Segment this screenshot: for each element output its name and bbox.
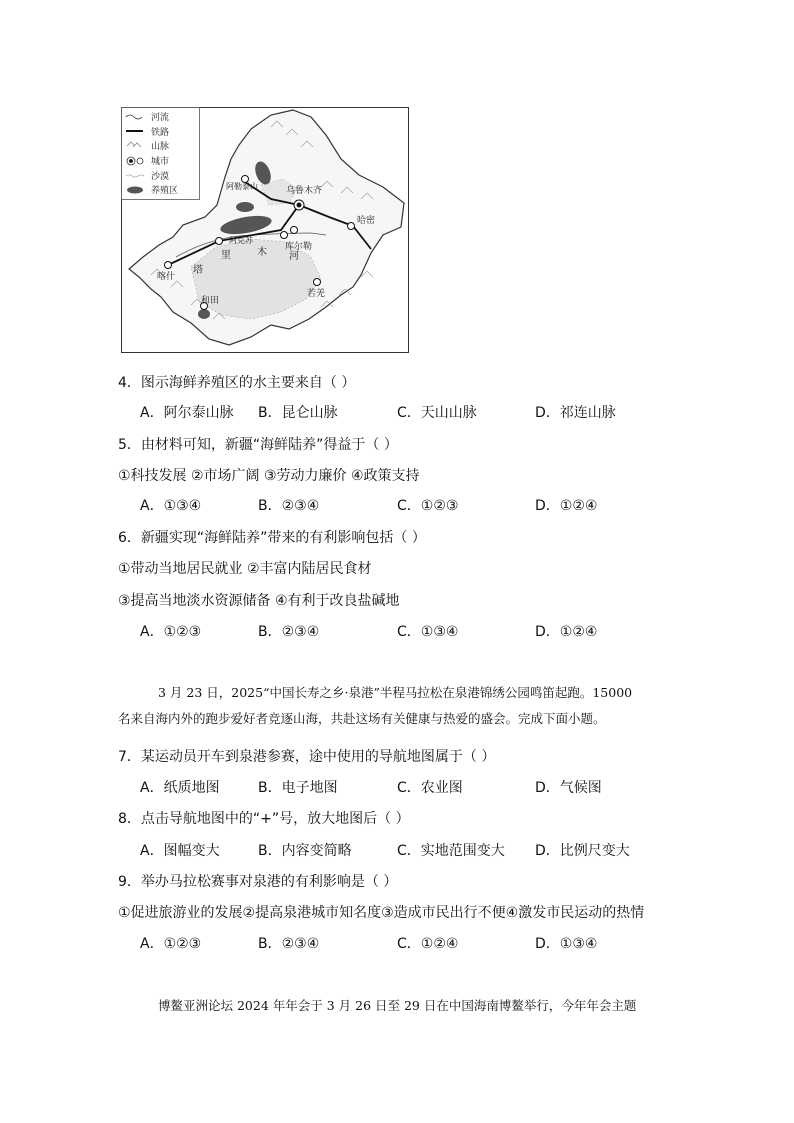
option-d: D．比例尺变大: [535, 843, 630, 859]
option-c: C．①②④: [397, 936, 459, 952]
xinjiang-map: [121, 107, 409, 353]
option-c: C．①②③: [397, 498, 459, 514]
option-a: A．阿尔泰山脉: [140, 405, 234, 421]
city-ruoqiang: [314, 279, 321, 286]
label-ta: 塔: [193, 265, 203, 276]
question-6-items-1: ①带动当地居民就业 ②丰富内陆居民食材: [118, 561, 372, 577]
legend-farm-icon: [127, 187, 143, 194]
question-4-options: [140, 403, 660, 423]
option-a: A．①②③: [140, 624, 202, 640]
option-b: B．②③④: [258, 498, 320, 514]
city-urumqi-dot: [297, 203, 301, 207]
label-aksu: 阿克苏: [229, 236, 253, 245]
label-mu: 木: [257, 247, 267, 258]
option-a: A．图幅变大: [140, 843, 220, 859]
question-7-stem: 7．某运动员开车到泉港参赛，途中使用的导航地图属于（ ）: [118, 749, 496, 765]
option-a: A．①③④: [140, 498, 202, 514]
option-d: D．①③④: [535, 936, 598, 952]
question-5-stem: 5．由材料可知，新疆“海鲜陆养”得益于（ ）: [118, 437, 398, 453]
option-c: C．农业图: [397, 780, 463, 796]
legend-river-label: 河流: [151, 113, 170, 123]
question-7-options: [140, 778, 660, 798]
option-b: B．昆仑山脉: [258, 405, 338, 421]
legend-farm-label: 养殖区: [151, 186, 179, 196]
city-aksu: [216, 238, 223, 245]
label-korla: 库尔勒: [285, 242, 313, 252]
option-a: A．纸质地图: [140, 780, 220, 796]
option-c: C．实地范围变大: [397, 843, 505, 859]
option-d: D．祁连山脉: [535, 405, 616, 421]
question-8-options: [140, 841, 660, 861]
option-b: B．②③④: [258, 936, 320, 952]
question-9-options: [140, 934, 660, 954]
option-c: C．①③④: [397, 624, 459, 640]
question-6-stem: 6．新疆实现“海鲜陆养”带来的有利影响包括（ ）: [118, 530, 426, 546]
passage-boao-line-1: 博鳌亚洲论坛 2024 年年会于 3 月 26 日至 29 日在中国海南博鳌举行，今年年会主题: [158, 998, 637, 1013]
legend-city-label: 城市: [151, 157, 170, 167]
question-8-stem: 8．点击导航地图中的“+”号，放大地图后（ ）: [118, 811, 410, 827]
question-6-items-2: ③提高当地淡水资源储备 ④有利于改良盐碱地: [118, 593, 400, 609]
city-korla: [281, 232, 288, 239]
question-4-stem: 4．图示海鲜养殖区的水主要来自（ ）: [118, 375, 356, 391]
option-d: D．气候图: [535, 780, 602, 796]
label-ruoqiang: 若羌: [307, 289, 326, 299]
question-9-stem: 9．举办马拉松赛事对泉港的有利影响是（ ）: [118, 874, 398, 890]
question-5-options: [140, 496, 660, 516]
option-d: D．①②④: [535, 498, 598, 514]
legend-mountain-label: 山脉: [151, 142, 170, 152]
passage-marathon: [118, 680, 678, 732]
label-he: 河: [289, 251, 299, 262]
label-hami: 哈密: [357, 216, 376, 226]
label-urumqi: 乌鲁木齐: [286, 186, 323, 196]
option-b: B．电子地图: [258, 780, 338, 796]
option-d: D．①②④: [535, 624, 598, 640]
option-b: B．②③④: [258, 624, 320, 640]
label-li: 里: [221, 250, 231, 261]
legend-railway-label: 铁路: [151, 128, 170, 138]
passage-boao: [118, 993, 678, 1019]
passage-marathon-line-1: 3 月 23 日，2025“中国长寿之乡·泉港”半程马拉松在泉港锦绣公园鸣笛起跑。15000: [158, 685, 633, 700]
farm-area: [198, 309, 210, 319]
label-aletai: 阿勒泰山: [226, 182, 258, 191]
label-hotan: 和田: [201, 296, 220, 306]
question-5-items: ①科技发展 ②市场广阔 ③劳动力廉价 ④政策支持: [118, 468, 420, 484]
question-9-items: ①促进旅游业的发展②提高泉港城市知名度③造成市民出行不便④激发市民运动的热情: [118, 905, 645, 921]
legend-desert-label: 沙漠: [151, 172, 170, 182]
question-6-options: [140, 622, 660, 642]
option-a: A．①②③: [140, 936, 202, 952]
label-kashi: 喀什: [157, 272, 176, 282]
city-kashi: [165, 262, 172, 269]
farm-area: [236, 202, 254, 212]
option-b: B．内容变简略: [258, 843, 352, 859]
passage-marathon-line-2: 名来自海内外的跑步爱好者竞逐山海，共赴这场有关健康与热爱的盛会。完成下面小题。: [118, 711, 606, 726]
city-korla-2: [291, 227, 298, 234]
option-c: C．天山山脉: [397, 405, 477, 421]
city-hami: [348, 223, 355, 230]
